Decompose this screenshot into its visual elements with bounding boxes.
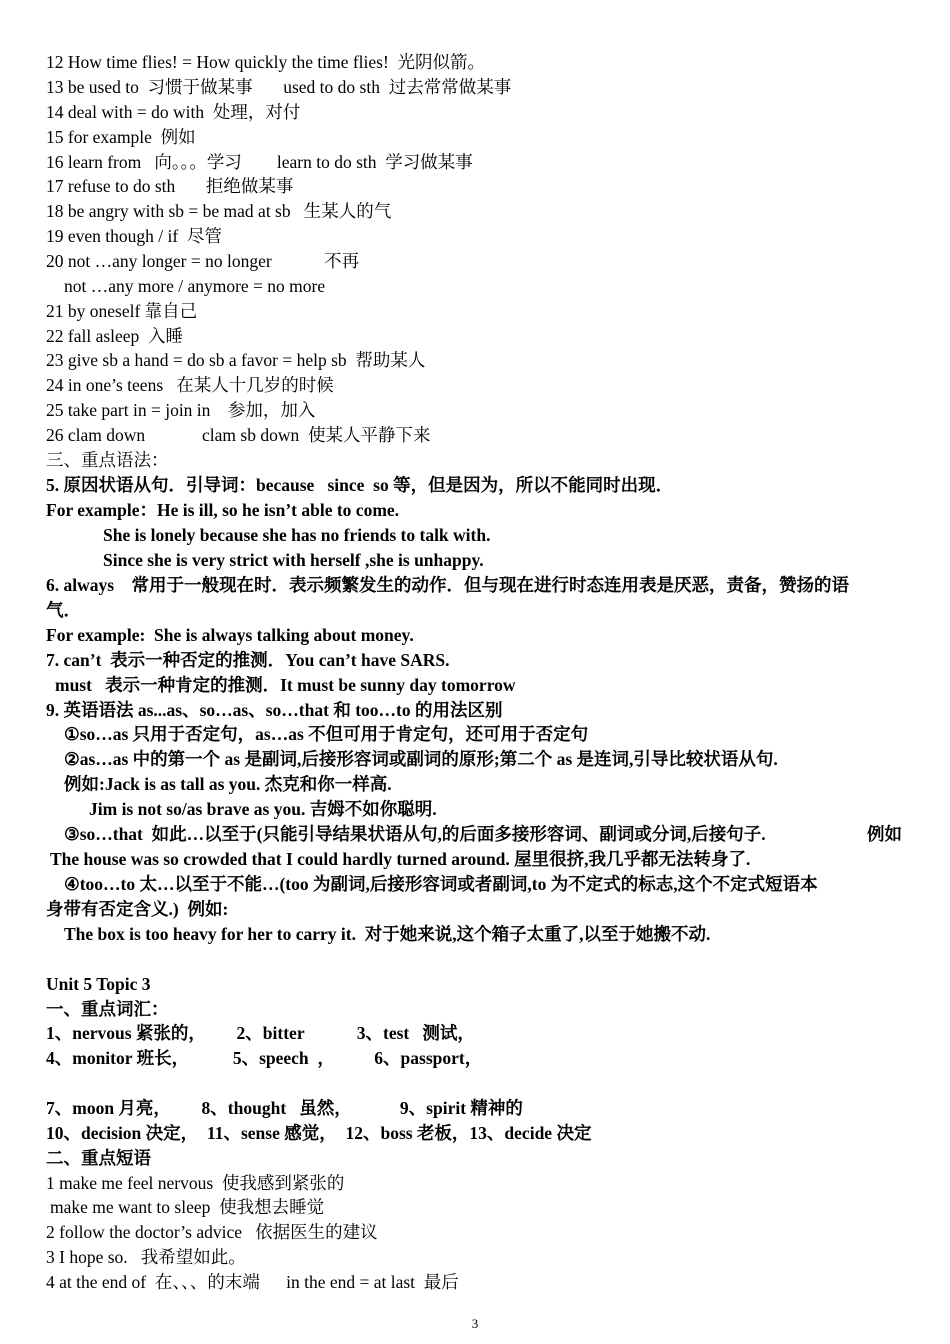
phrase-17: 17 refuse to do sth 拒绝做某事 bbox=[46, 176, 294, 196]
phrase-19: 19 even though / if 尽管 bbox=[46, 226, 222, 246]
phrase-26: 26 clam down clam sb down 使某人平静下来 bbox=[46, 425, 431, 445]
grammar-9-point-3: ③so…that 如此…以至于(只能引导结果状语从句,的后面多接形容词、副词或分词,后接句子. bbox=[64, 824, 766, 844]
grammar-9-title: 9. 英语语法 as...as、so…as、so…that 和 too…to 的用法区别 bbox=[46, 700, 503, 720]
grammar-6-line-1: 6. always 常用于一般现在时．表示频繁发生的动作．但与现在进行时态连用表是厌恶，责备，赞扬的语 bbox=[46, 575, 850, 595]
phrase-18: 18 be angry with sb = be mad at sb 生某人的气 bbox=[46, 201, 392, 221]
grammar-5-example-1: For example：He is ill, so he isn’t able to come. bbox=[46, 500, 400, 520]
vocab-line-4: 10、decision 决定， 11、sense 感觉， 12、boss 老板，13、decide 决定 bbox=[46, 1123, 592, 1143]
phrase-14: 14 deal with = do with 处理，对付 bbox=[46, 102, 301, 122]
grammar-6-line-2: 气． bbox=[46, 600, 81, 620]
unit-title: Unit 5 Topic 3 bbox=[46, 974, 151, 994]
grammar-7-line-2: must 表示一种肯定的推测．It must be sunny day tomorrow bbox=[55, 675, 516, 695]
phrase-13: 13 be used to 习惯于做某事 used to do sth 过去常常做某事 bbox=[46, 77, 512, 97]
phrase-16: 16 learn from 向。。。学习 learn to do sth 学习做某事 bbox=[46, 152, 473, 172]
vocab-line-1: 1、nervous 紧张的， 2、bitter 3、test 测试， bbox=[46, 1023, 475, 1043]
grammar-9-point-3-example-label: 例如 bbox=[867, 824, 902, 844]
phrase-20-alt: not …any more / anymore = no more bbox=[64, 276, 326, 296]
phrase-23: 23 give sb a hand = do sb a favor = help sb 帮助某人 bbox=[46, 350, 426, 370]
grammar-9-point-4: ④too…to 太…以至于不能…(too 为副词,后接形容词或者副词,to 为不定式的标志,这个不定式短语本 bbox=[64, 874, 818, 894]
grammar-5-example-3: Since she is very strict with herself ,she is unhappy. bbox=[103, 550, 484, 570]
grammar-9-point-4-cont: 身带有否定含义.) 例如: bbox=[46, 899, 229, 919]
vocab-line-2: 4、monitor 班长， 5、speech ， 6、passport， bbox=[46, 1048, 483, 1068]
grammar-9-point-1: ①so…as 只用于否定句，as…as 不但可用于肯定句，还可用于否定句 bbox=[64, 724, 589, 744]
grammar-5-title: 5. 原因状语从句．引导词：because since so 等，但是因为，所以不能同时出现． bbox=[46, 475, 674, 495]
phrase-24: 24 in one’s teens 在某人十几岁的时候 bbox=[46, 375, 334, 395]
grammar-9-point-2: ②as…as 中的第一个 as 是副词,后接形容词或副词的原形;第二个 as 是连词,引导比较状语从句. bbox=[64, 749, 778, 769]
grammar-5-example-2: She is lonely because she has no friends to talk with. bbox=[103, 525, 491, 545]
phrase-20: 20 not …any longer = no longer 不再 bbox=[46, 251, 360, 271]
phrase-22: 22 fall asleep 入睡 bbox=[46, 326, 184, 346]
page-number: 3 bbox=[471, 1316, 479, 1331]
vocab-heading: 一、重点词汇： bbox=[46, 999, 169, 1019]
key-phrase-1: 1 make me feel nervous 使我感到紧张的 bbox=[46, 1173, 345, 1193]
key-phrase-2: 2 follow the doctor’s advice 依据医生的建议 bbox=[46, 1222, 378, 1242]
grammar-7-line-1: 7. can’t 表示一种否定的推测．You can’t have SARS. bbox=[46, 650, 450, 670]
grammar-9-example-2: Jim is not so/as brave as you. 吉姆不如你聪明. bbox=[89, 799, 437, 819]
vocab-line-3: 7、moon 月亮， 8、thought 虽然， 9、spirit 精神的 bbox=[46, 1098, 523, 1118]
key-phrase-3: 3 I hope so. 我希望如此。 bbox=[46, 1247, 246, 1267]
grammar-9-example-4: The box is too heavy for her to carry it. 对于她来说,这个箱子太重了,以至于她搬不动. bbox=[64, 924, 711, 944]
key-phrase-1-alt: make me want to sleep 使我想去睡觉 bbox=[50, 1197, 325, 1217]
phrase-12: 12 How time flies! = How quickly the time flies! 光阴似箭。 bbox=[46, 52, 486, 72]
phrase-21: 21 by oneself 靠自己 bbox=[46, 301, 198, 321]
phrase-heading: 二、重点短语 bbox=[46, 1148, 151, 1168]
phrase-15: 15 for example 例如 bbox=[46, 127, 196, 147]
grammar-9-example-1: 例如:Jack is as tall as you. 杰克和你一样高. bbox=[64, 774, 392, 794]
grammar-9-example-3: The house was so crowded that I could hardly turned around. 屋里很挤,我几乎都无法转身了. bbox=[50, 849, 751, 869]
phrase-25: 25 take part in = join in 参加，加入 bbox=[46, 400, 316, 420]
grammar-heading: 三、重点语法： bbox=[46, 450, 169, 470]
grammar-6-example: For example: She is always talking about money. bbox=[46, 625, 414, 645]
key-phrase-4: 4 at the end of 在、、、的末端 in the end = at last 最后 bbox=[46, 1272, 459, 1292]
